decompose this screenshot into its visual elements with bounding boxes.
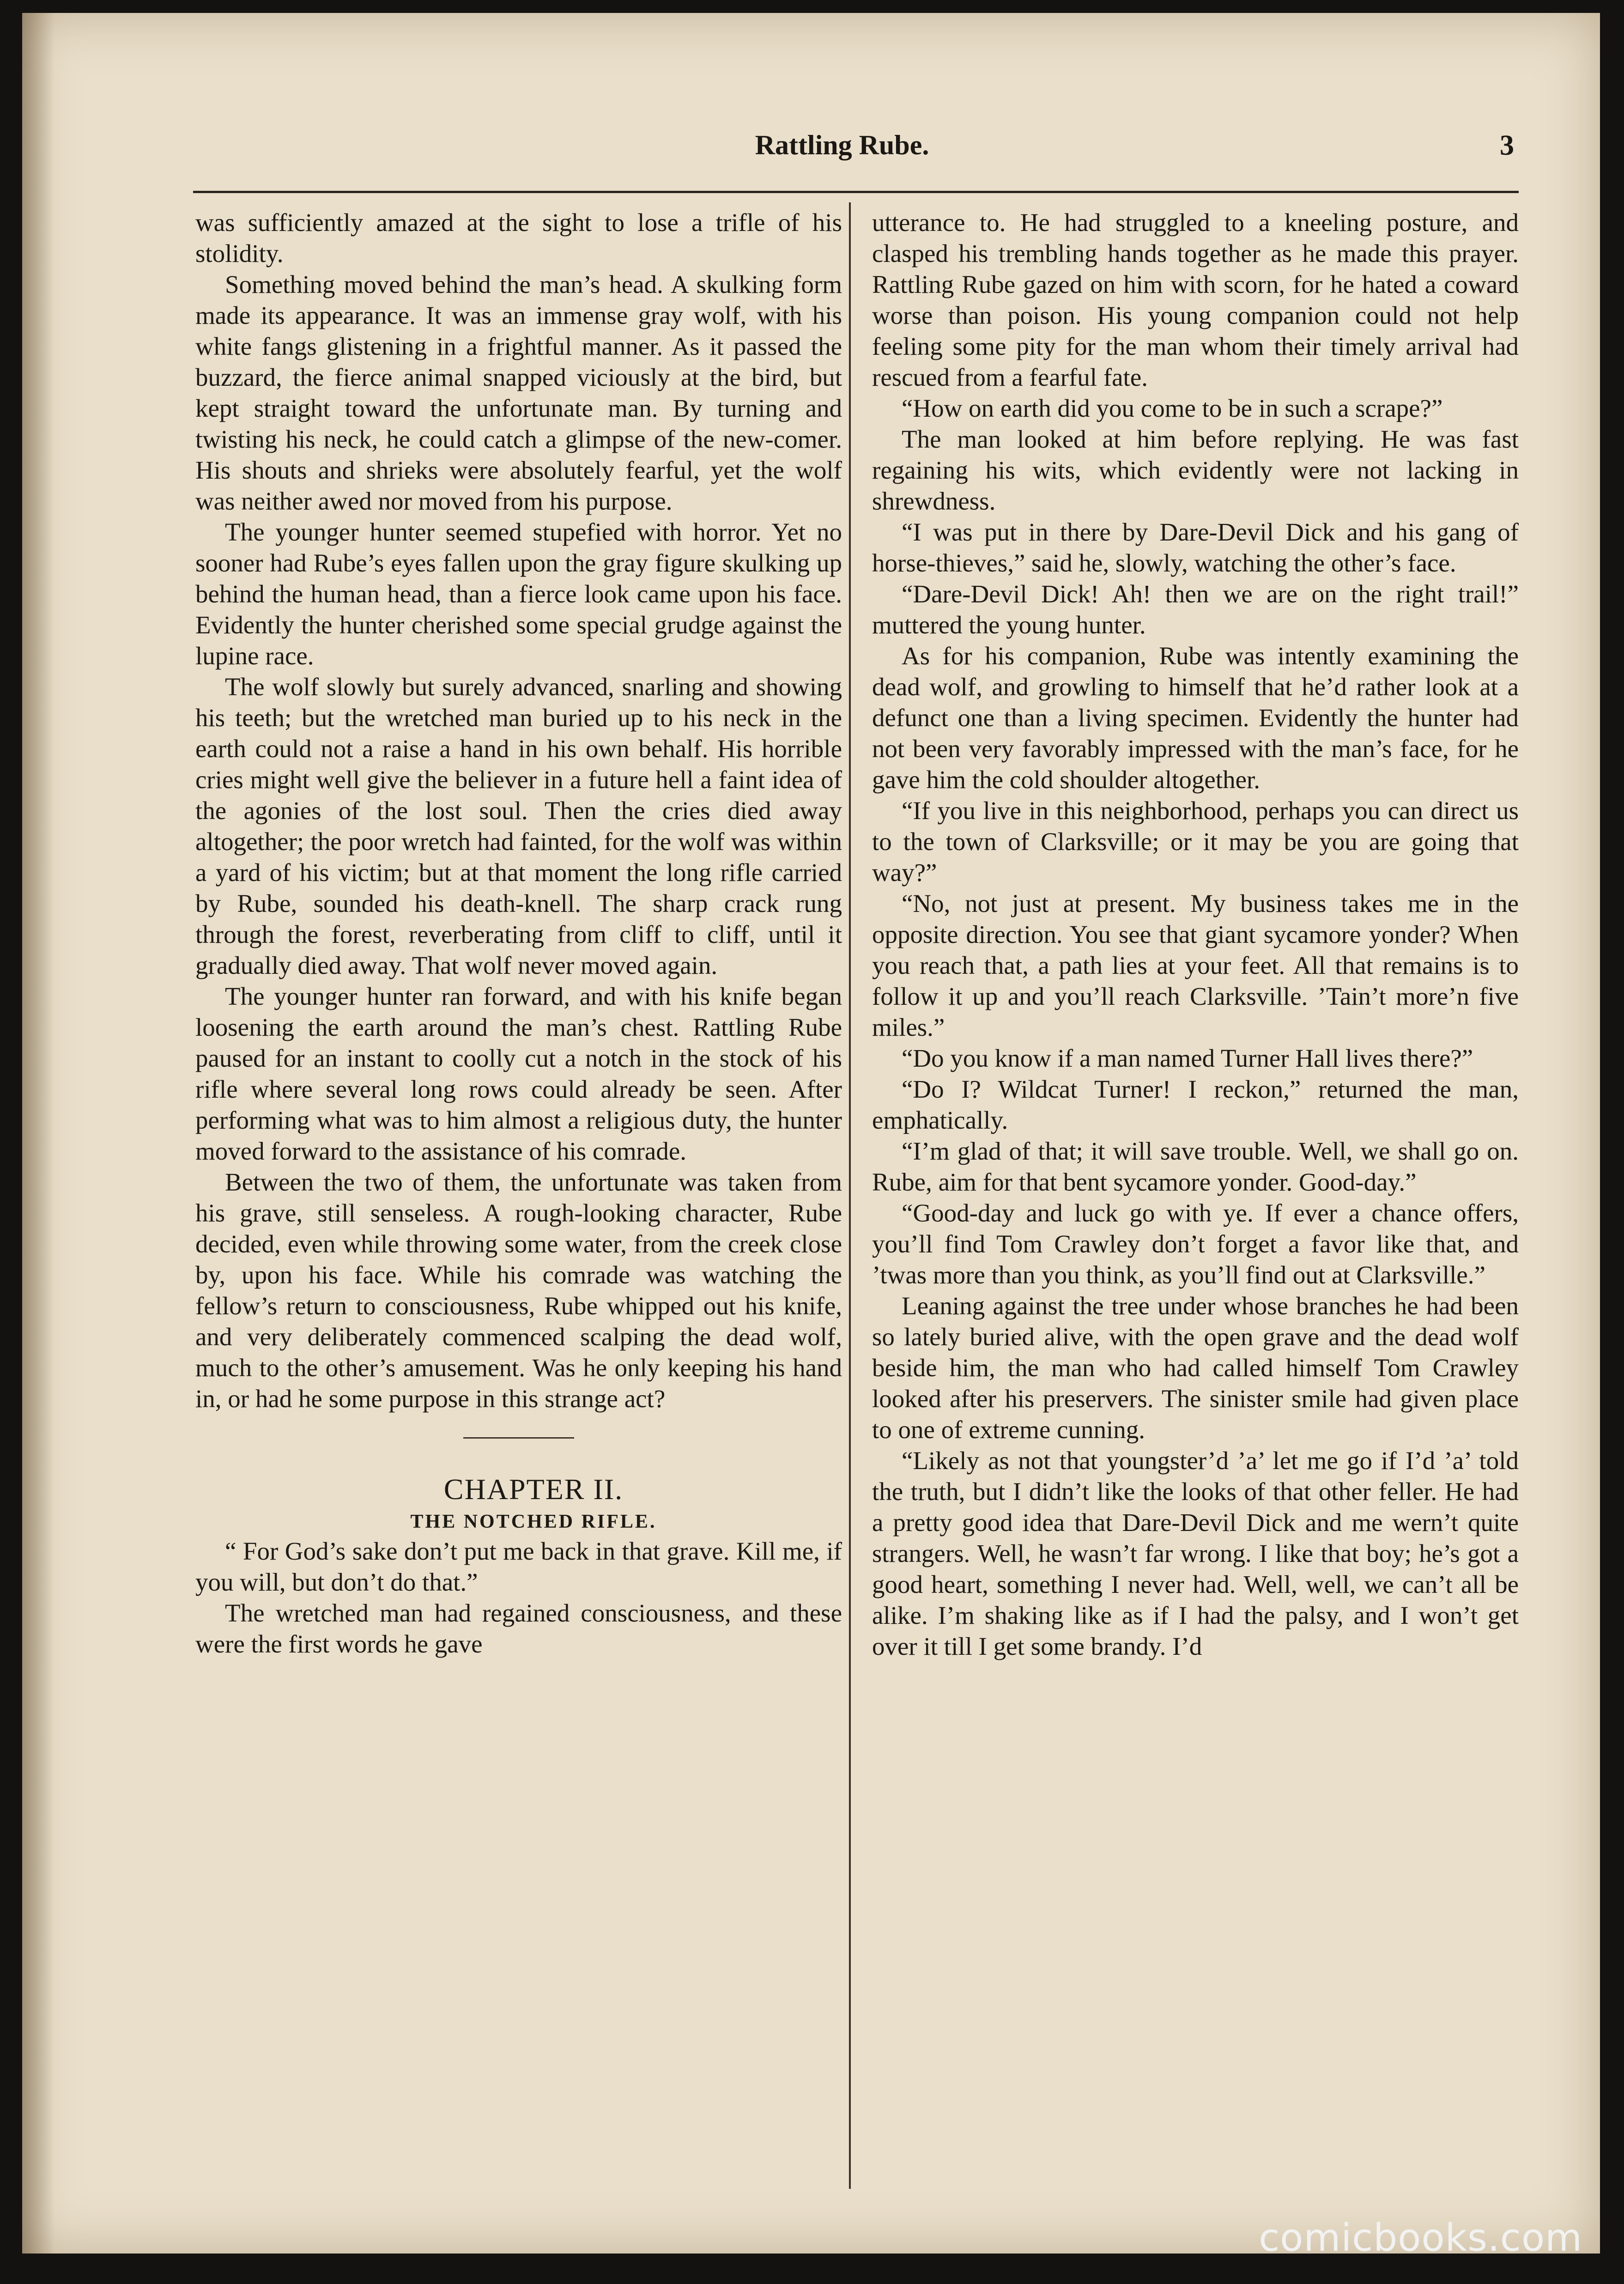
right-column	[872, 207, 1519, 1662]
paragraph: “Good-day and luck go with ye. If ever a chance offers, you’ll find Tom Crawley don’t forget a favor like that, and ’twas more than you think, as you’ll find out at Clarksville.”	[872, 1199, 1519, 1289]
paragraph: “Likely as not that youngster’d ’a’ let me go if I’d ’a’ told the truth, but I didn’t like the looks of that other feller. He had a pretty good idea that Dare-Devil Dick and me wern’t quite strangers. Well, he wasn’t far wrong. I like that boy; he’s got a good heart, something I never had. Well, well, we can’t all be alike. I’m shaking like as if I had the palsy, and I won’t get over it till I get some brandy. I’d	[872, 1446, 1519, 1660]
section-rule	[463, 1437, 574, 1439]
chapter-title: CHAPTER II.	[443, 1473, 624, 1506]
page-binding-edge	[22, 13, 55, 2254]
paragraph: utterance to. He had struggled to a kneeling posture, and clasped his trembling hands together as he made this prayer. Rattling Rube gazed on him with scorn, for he hated a coward worse than poison. His young companion could not help feeling some pity for the man whom their timely arrival had rescued from a fearful fate.	[872, 208, 1519, 391]
paragraph: Leaning against the tree under whose branches he had been so lately buried alive, with the open grave and the dead wolf beside him, the man who had called himself Tom Crawley looked after his preservers. The sinister smile had given place to one of extreme cunning.	[872, 1292, 1519, 1444]
book-page	[22, 13, 1600, 2254]
paragraph: The man looked at him before replying. He was fast regaining his wits, which evidently were not lacking in shrewdness.	[872, 425, 1519, 515]
paragraph: Something moved behind the man’s head. A skulking form made its appearance. It was an immense gray wolf, with his white fangs glistening in a frightful manner. As it passed the buzzard, the fierce animal snapped viciously at the bird, but kept straight toward the unfortunate man. By turning and twisting his neck, he could catch a glimpse of the new-comer. His shouts and shrieks were absolutely fearful, yet the wolf was neither awed nor moved from his purpose.	[195, 270, 842, 515]
chapter-subtitle: THE NOTCHED RIFLE.	[410, 1511, 657, 1532]
paragraph: “Dare-Devil Dick! Ah! then we are on the right trail!” muttered the young hunter.	[872, 580, 1519, 639]
paragraph: “Do I? Wildcat Turner! I reckon,” returned the man, emphatically.	[872, 1075, 1519, 1134]
paragraph: “I’m glad of that; it will save trouble. Well, we shall go on. Rube, aim for that bent sycamore yonder. Good-day.”	[872, 1137, 1519, 1196]
paragraph: Between the two of them, the unfortunate was taken from his grave, still senseless. A rough-looking character, Rube decided, even while throwing some water, from the creek close by, upon his face. While his comrade was watching the fellow’s return to consciousness, Rube whipped out his knife, and very deliberately commenced scalping the dead wolf, much to the other’s amusement. Was he only keeping his hand in, or had he some purpose in this strange act?	[195, 1168, 842, 1413]
left-column	[195, 207, 842, 1659]
paragraph: “Do you know if a man named Turner Hall lives there?”	[902, 1044, 1473, 1072]
paragraph: “No, not just at present. My business takes me in the opposite direction. You see that giant sycamore yonder? When you reach that, a path lies at your feet. All that remains is to follow it up and you’ll reach Clarksville. ’Tain’t more’n five miles.”	[872, 889, 1519, 1041]
paragraph: The younger hunter seemed stupefied with horror. Yet no sooner had Rube’s eyes fallen upon the gray figure skulking up behind the human head, than a fierce look came upon his face. Evidently the hunter cherished some special grudge against the lupine race.	[195, 518, 842, 670]
paragraph: As for his companion, Rube was intently examining the dead wolf, and growling to himself that he’d rather look at a defunct one than a living specimen. Evidently the hunter had not been very favorably impressed with the man’s face, for he gave him the cold shoulder altogether.	[872, 642, 1519, 794]
paragraph: “If you live in this neighborhood, perhaps you can direct us to the town of Clarksville; or it may be you are going that way?”	[872, 796, 1519, 887]
paragraph: The wolf slowly but surely advanced, snarling and showing his teeth; but the wretched man buried up to his neck in the earth could not a raise a hand in his own behalf. His horrible cries might well give the believer in a future hell a faint idea of the agonies of the lost soul. Then the cries died away altogether; the poor wretch had fainted, for the wolf was within a yard of his victim; but at that moment the long rifle carried by Rube, sounded his death-knell. The sharp crack rung through the forest, reverberating from cliff to cliff, until it gradually died away. That wolf never moved again.	[195, 673, 842, 979]
paragraph: The wretched man had regained consciousness, and these were the first words he gave	[195, 1599, 842, 1658]
paragraph: “How on earth did you come to be in such a scrape?”	[902, 394, 1443, 422]
watermark: comicbooks.com	[1259, 2216, 1582, 2260]
paragraph: “I was put in there by Dare-Devil Dick and his gang of horse-thieves,” said he, slowly, watching the other’s face.	[872, 518, 1519, 577]
running-title: Rattling Rube.	[755, 130, 929, 160]
column-divider	[849, 202, 851, 2189]
page-number: 3	[1500, 130, 1514, 161]
paragraph: The younger hunter ran forward, and with his knife began loosening the earth around the man’s chest. Rattling Rube paused for an instant to coolly cut a notch in the stock of his rifle where several long rows could already be seen. After performing what was to him almost a religious duty, the hunter moved forward to the assistance of his comrade.	[195, 982, 842, 1165]
header-rule	[193, 191, 1519, 193]
page-header	[170, 119, 1514, 188]
paragraph: “ For God’s sake don’t put me back in that grave. Kill me, if you will, but don’t do that.”	[195, 1537, 842, 1596]
paragraph: was sufficiently amazed at the sight to lose a trifle of his stolidity.	[195, 208, 842, 267]
